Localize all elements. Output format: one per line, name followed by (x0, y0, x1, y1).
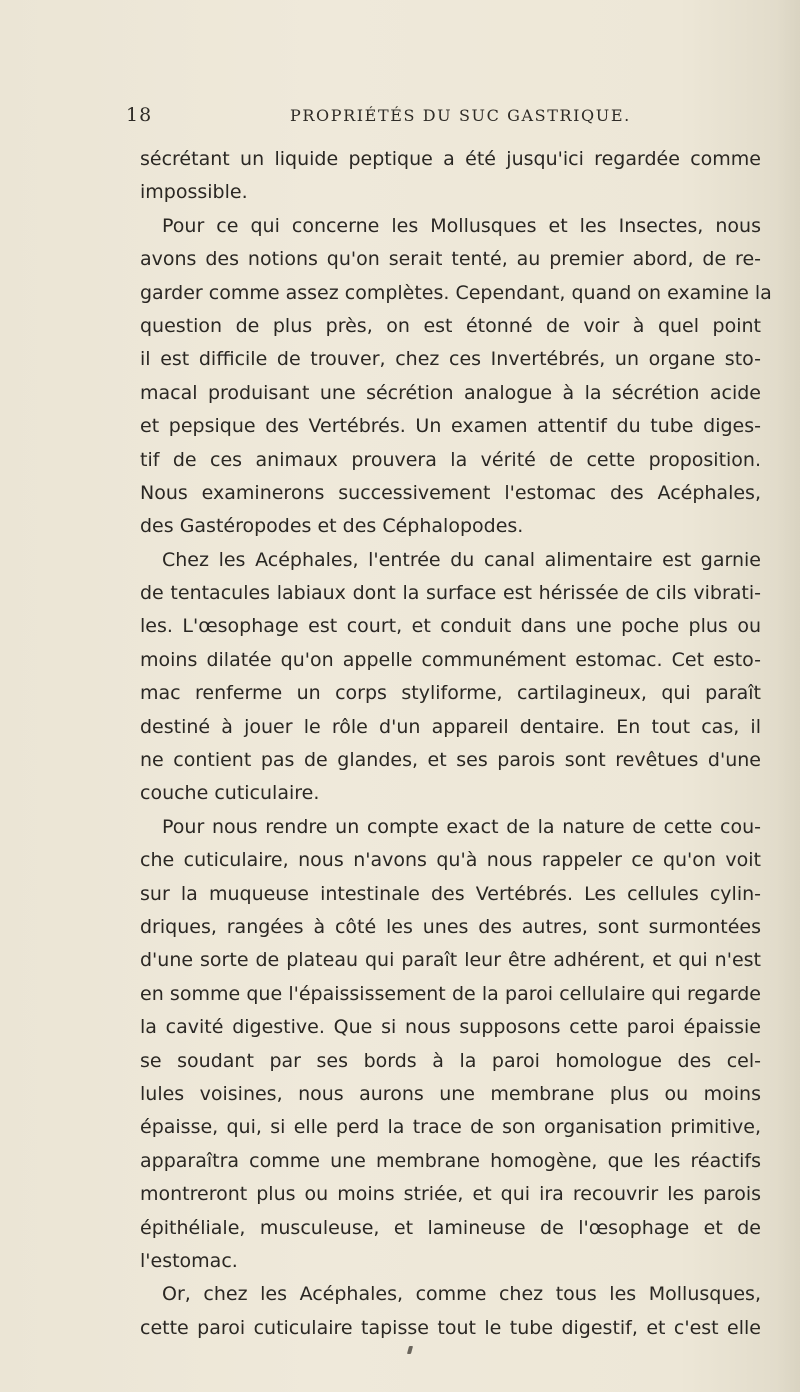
text-line: et pepsique des Vertébrés. Un examen attentif du tube diges- (140, 415, 761, 438)
text-line: apparaîtra comme une membrane homogène, que les réactifs (140, 1149, 761, 1172)
text-line: Chez les Acéphales, l'entrée du canal alimentaire est garnie (162, 548, 761, 571)
text-line: avons des notions qu'on serait tenté, au premier abord, de re- (140, 248, 761, 271)
text-line: lules voisines, nous aurons une membrane plus ou moins (140, 1082, 761, 1105)
text-line: montreront plus ou moins striée, et qui ira recouvrir les parois (140, 1183, 761, 1206)
text-line: garder comme assez complètes. Cependant, quand on examine la (140, 281, 772, 304)
text-line: sécrétant un liquide peptique a été jusqu'ici regardée comme (140, 148, 761, 170)
printer-mark (407, 1346, 413, 1354)
text-line: mac renferme un corps styliforme, cartilagineux, qui paraît (140, 682, 761, 705)
text-line: il est difficile de trouver, chez ces Invertébrés, un organe sto- (140, 348, 761, 371)
body-text (140, 143, 772, 1345)
text-line: ne contient pas de glandes, et ses parois sont revêtues d'une (140, 749, 761, 772)
text-line: macal produisant une sécrétion analogue à la sécrétion acide (140, 381, 761, 404)
page-header (0, 104, 800, 134)
text-line: épithéliale, musculeuse, et lamineuse de l'œsophage et de (140, 1216, 761, 1239)
text-line: Or, chez les Acéphales, comme chez tous les Mollusques, (162, 1283, 761, 1306)
running-title: PROPRIÉTÉS DU SUC GASTRIQUE. (290, 106, 631, 125)
text-line: cette paroi cuticulaire tapisse tout le tube digestif, et c'est elle (140, 1316, 761, 1339)
text-line: en somme que l'épaississement de la paroi cellulaire qui regarde (140, 982, 761, 1005)
text-line: Nous examinerons successivement l'estomac des Acéphales, (140, 481, 761, 504)
text-line: Pour nous rendre un compte exact de la nature de cette cou- (162, 815, 761, 838)
text-line: la cavité digestive. Que si nous supposons cette paroi épaissie (140, 1016, 761, 1039)
text-line: sur la muqueuse intestinale des Vertébrés. Les cellules cylin- (140, 882, 761, 905)
text-line: driques, rangées à côté les unes des autres, sont surmontées (140, 915, 761, 938)
text-line: moins dilatée qu'on appelle communément estomac. Cet esto- (140, 648, 761, 671)
text-line: che cuticulaire, nous n'avons qu'à nous rappeler ce qu'on voit (140, 849, 761, 872)
text-line: Pour ce qui concerne les Mollusques et les Insectes, nous (162, 214, 761, 237)
text-line: épaisse, qui, si elle perd la trace de son organisation primitive, (140, 1116, 761, 1139)
text-line: de tentacules labiaux dont la surface est hérissée de cils vibrati- (140, 582, 761, 605)
text-line: destiné à jouer le rôle d'un appareil dentaire. En tout cas, il (140, 715, 761, 738)
text-line: impossible. (140, 181, 248, 204)
text-line: tif de ces animaux prouvera la vérité de cette proposition. (140, 448, 761, 471)
text-line: d'une sorte de plateau qui paraît leur être adhérent, et qui n'est (140, 949, 761, 972)
text-line: question de plus près, on est étonné de voir à quel point (140, 314, 761, 337)
text-line: se soudant par ses bords à la paroi homologue des cel- (140, 1049, 761, 1072)
text-line: l'estomac. (140, 1249, 238, 1272)
text-line: couche cuticulaire. (140, 782, 320, 805)
page-number: 18 (126, 104, 153, 126)
text-line: les. L'œsophage est court, et conduit dans une poche plus ou (140, 615, 761, 638)
text-line: des Gastéropodes et des Céphalopodes. (140, 515, 524, 538)
